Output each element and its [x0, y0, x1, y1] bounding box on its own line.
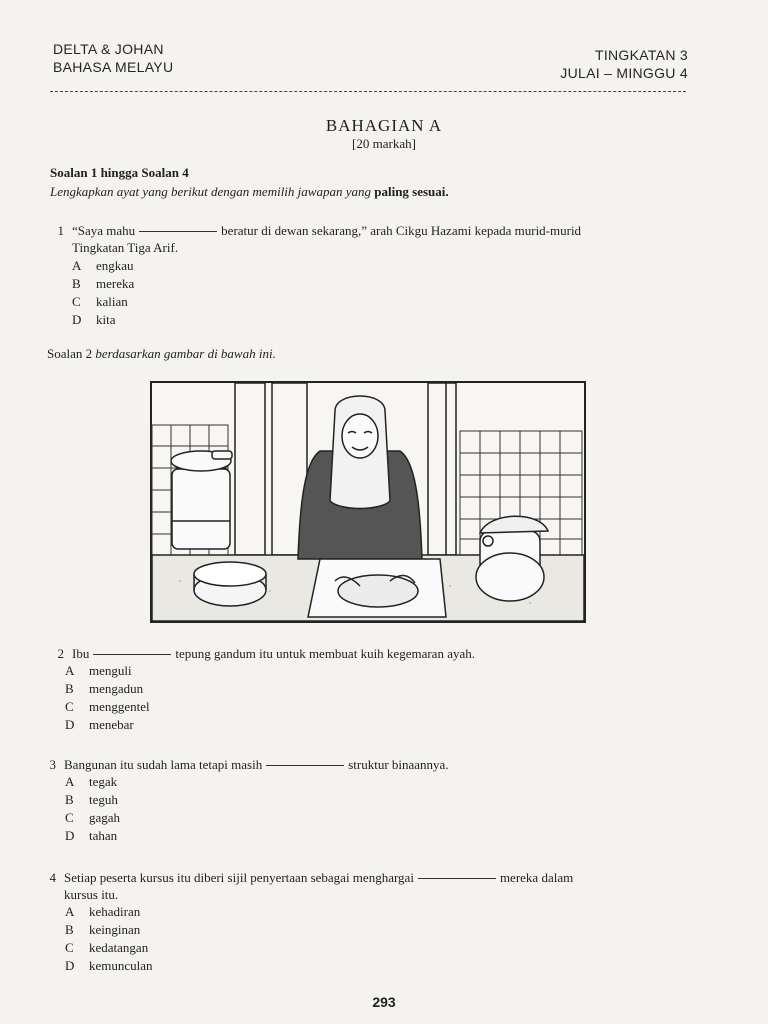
- section-title: BAHAGIAN A: [325, 116, 443, 135]
- baking-pan: [194, 562, 266, 606]
- question-number: 2: [57, 646, 64, 661]
- option-c[interactable]: C menggentel: [65, 699, 150, 714]
- stand-mixer: [476, 516, 548, 601]
- header-right: [560, 46, 688, 82]
- dough-board: [308, 559, 446, 617]
- answer-blank: [418, 878, 496, 879]
- question-1-options: [72, 257, 134, 329]
- question-stem: Setiap peserta kursus itu diberi sijil penyertaan sebagai menghargai mereka dalam: [64, 870, 574, 885]
- option-a[interactable]: A engkau: [72, 258, 134, 273]
- answer-blank: [93, 654, 171, 655]
- option-b[interactable]: B mereka: [72, 276, 135, 291]
- question-3-options: [65, 773, 120, 845]
- option-c[interactable]: C kalian: [72, 294, 128, 309]
- option-d[interactable]: D menebar: [65, 717, 134, 732]
- question-number: 3: [49, 757, 56, 772]
- option-a[interactable]: A tegak: [65, 774, 118, 789]
- option-c[interactable]: C gagah: [65, 810, 121, 825]
- option-b[interactable]: B mengadun: [65, 681, 144, 696]
- option-a[interactable]: A kehadiran: [65, 904, 141, 919]
- month-week: JULAI – MINGGU 4: [560, 65, 688, 81]
- question-4-options: [65, 903, 153, 975]
- question-number: 1: [57, 223, 64, 238]
- question-stem-line2: kursus itu.: [64, 887, 119, 902]
- question-range-heading: Soalan 1 hingga Soalan 4: [50, 165, 189, 180]
- page-number: 293: [372, 994, 396, 1010]
- instruction-text: Lengkapkan ayat yang berikut dengan memilih jawapan yang paling sesuai.: [50, 184, 449, 199]
- option-b[interactable]: B keinginan: [65, 922, 141, 937]
- kitchen-illustration: [150, 381, 586, 623]
- option-d[interactable]: D kemunculan: [65, 958, 153, 973]
- answer-blank: [139, 231, 217, 232]
- option-c[interactable]: C kedatangan: [65, 940, 149, 955]
- subject-name: BAHASA MELAYU: [53, 59, 174, 75]
- option-b[interactable]: B teguh: [65, 792, 118, 807]
- header-divider: [50, 91, 686, 92]
- publisher-name: DELTA & JOHAN: [53, 41, 164, 57]
- answer-blank: [266, 765, 344, 766]
- question-2-options: [65, 662, 150, 734]
- option-a[interactable]: A menguli: [65, 663, 132, 678]
- question-stem-line2: Tingkatan Tiga Arif.: [72, 240, 179, 255]
- thermos-pot: [171, 451, 232, 549]
- form-level: TINGKATAN 3: [594, 47, 688, 63]
- option-d[interactable]: D kita: [72, 312, 116, 327]
- header-left: [53, 40, 173, 76]
- question-stem: “Saya mahu beratur di dewan sekarang,” arah Cikgu Hazami kepada murid-murid: [72, 223, 582, 238]
- question-number: 4: [49, 870, 56, 885]
- option-d[interactable]: D tahan: [65, 828, 118, 843]
- section-marks: [20 markah]: [352, 136, 416, 151]
- question-stem: Bangunan itu sudah lama tetapi masih struktur binaannya.: [64, 757, 449, 772]
- soalan-2-intro: Soalan 2 berdasarkan gambar di bawah ini.: [47, 346, 276, 361]
- question-stem: Ibu tepung gandum itu untuk membuat kuih kegemaran ayah.: [72, 646, 475, 661]
